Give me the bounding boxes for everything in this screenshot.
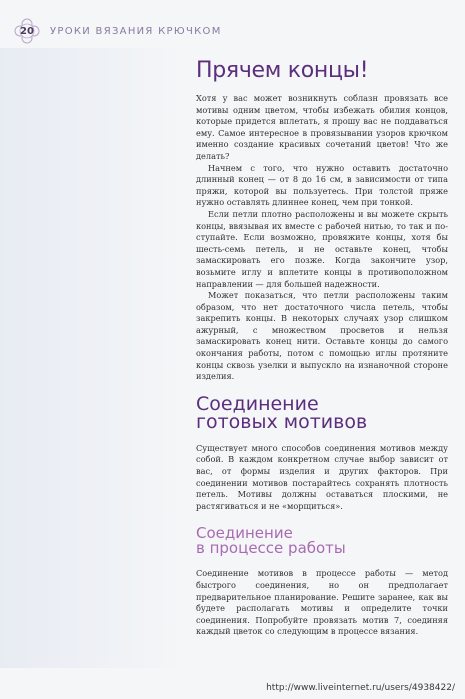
decorative-band [0,48,185,668]
paragraph-4: Может показаться, что петли расположены таким образом, что нет достаточного числа петель, чтобы закрепить концы. В некоторых случаях узор слишком ажурный, с множеством просветов и нельзя замаскировать конец нити. Оставьте концы до самого окончания работы, потом с помощью иглы протяните концы сквозь узелки и выпускло на изнаночной стороне изделия. [196,290,448,382]
paragraph-joining: Существует много способов соединения мотивов между собой. В каждом конкретном случае выбор зависит от вас, от формы изделия и других факторов. При соединении мотивов постарайтесь сохранять плотность петель. Мотивы должны оставаться плоскими, не растягиваться и не «морщиться». [196,442,448,511]
section-title-hiding-ends: Прячем концы! [196,58,369,83]
page-number: 20 [20,25,34,37]
heading-line-2: готовых мотивов [196,410,368,433]
paragraph-1: Хотя у вас может возникнуть соблазн провязать все мотивы одним цветом, чтобы избежать обилия концов, которые придется вплетать, я прошу вас не поддаваться ему. Самое интересное в провязывании узоров крючком именно создание красивых сочетаний цветов! Что же делать? [196,93,448,161]
paragraph-3: Если петли плотно расположены и вы можете скрыть концы, ввязывая их вместе с рабочей нитью, то так и поступайте. Если возможно, провяжите концы, хотя бы шесть-семь петель, и не оставьте конец, чтобы замаскировать его позже. Когда закончите узор, возьмите иглу и вплетите концы в противоположном направлении — для большей надежности. [196,208,448,289]
running-header [14,18,222,44]
paragraph-join-as-you-go: Соединение мотивов в процессе работы — метод быстрого соединения, но он предполагает предварительное планирование. Решите заранее, как вы будете располагать мотивы и определите точки соединения. Попробуйте провязать мотив 7, соединяя каждый цветок со следующим в процессе вязания. [196,568,448,637]
page-number-badge [14,18,40,44]
subheading-line-2: в процессе работы [196,539,346,558]
main-content [196,58,448,638]
section-title-joining-motifs [196,392,448,433]
book-title: УРОКИ ВЯЗАНИЯ КРЮЧКОМ [50,25,222,37]
paragraph-2: Начнем с того, что нужно оставить достаточно длинный конец — от 8 до 16 см, в зависимости от типа пряжи, которой вы пользуетесь. При толстой пряже нужно оставлять длиннее конец, чем при тонкой. [196,162,448,208]
heading-line-1: Соединение [196,392,319,415]
source-url[interactable]: http://www.liveinternet.ru/users/4938422/ [266,683,455,693]
subheading-line-1: Соединение [196,524,293,543]
subsection-title-join-as-you-go [196,526,448,556]
